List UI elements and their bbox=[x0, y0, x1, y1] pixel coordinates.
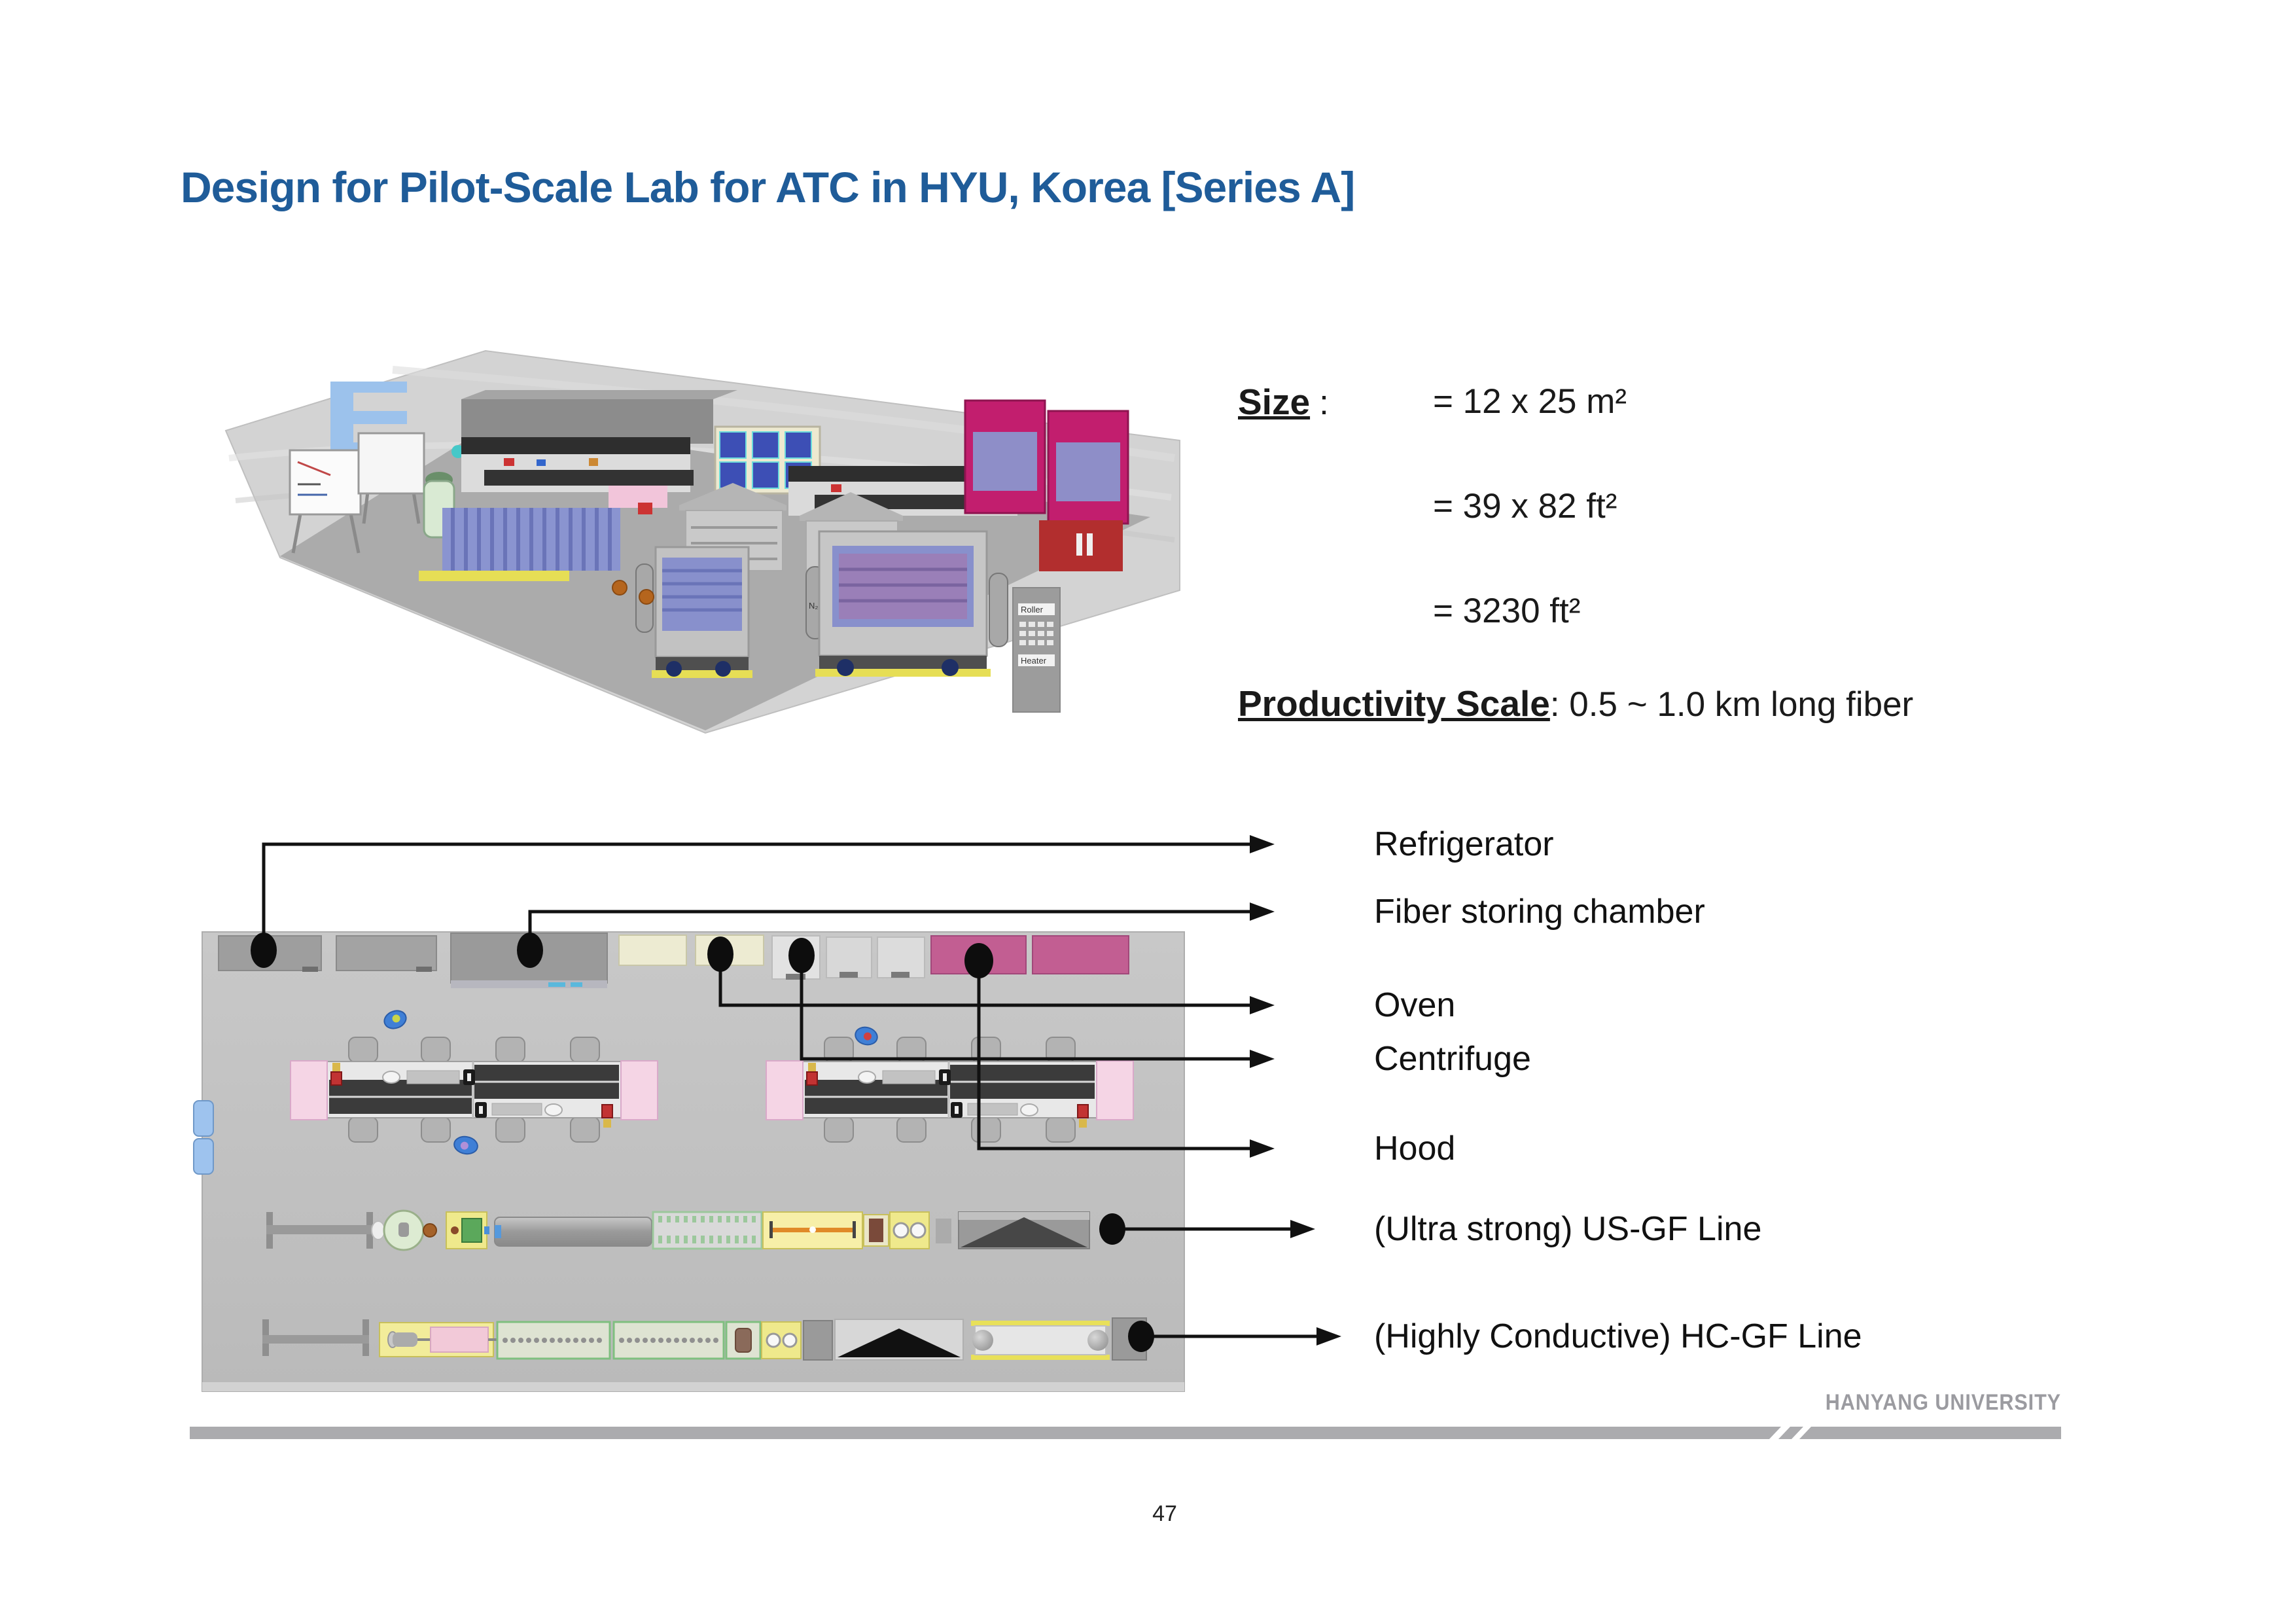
label-hc-gf-line: (Highly Conductive) HC-GF Line bbox=[1374, 1317, 1862, 1355]
size-label bbox=[1238, 382, 1329, 423]
productivity-value: : 0.5 ~ 1.0 km long fiber bbox=[1549, 685, 1914, 724]
floor-plan-edge bbox=[202, 1382, 1184, 1391]
n2-cylinder-label: N₂ bbox=[809, 601, 819, 611]
label-refrigerator: Refrigerator bbox=[1374, 825, 1554, 863]
door-blue bbox=[194, 1101, 213, 1136]
label-us-gf-line: (Ultra strong) US-GF Line bbox=[1374, 1210, 1762, 1248]
productivity-scale bbox=[1238, 683, 1913, 725]
footer-brand: HANYANG UNIVERSITY bbox=[1825, 1390, 2061, 1415]
page-number: 47 bbox=[1152, 1501, 1177, 1526]
size-value-m2: = 12 x 25 m² bbox=[1433, 382, 1627, 421]
roller-machine-right bbox=[806, 531, 1008, 677]
floor-plan bbox=[194, 835, 1341, 1391]
size-value-ft: = 39 x 82 ft² bbox=[1433, 487, 1617, 526]
hc-gf-line bbox=[262, 1318, 1146, 1360]
control-tower bbox=[1013, 588, 1060, 712]
accordion-cabinet bbox=[419, 508, 620, 581]
red-box bbox=[638, 503, 652, 514]
footer-bar bbox=[190, 1427, 2061, 1439]
size-value-ft2: = 3230 ft² bbox=[1433, 592, 1581, 630]
label-oven: Oven bbox=[1374, 986, 1456, 1024]
size-label-text: Size bbox=[1238, 382, 1311, 422]
bench-left bbox=[461, 437, 694, 492]
page-title: Design for Pilot-Scale Lab for ATC in HYU, Korea [Series A] bbox=[181, 163, 1355, 211]
sample-jar bbox=[612, 580, 627, 595]
size-colon: : bbox=[1319, 383, 1329, 422]
productivity-label: Productivity Scale bbox=[1238, 683, 1550, 724]
us-gf-line bbox=[266, 1211, 1089, 1250]
callout-arrowheads bbox=[1250, 835, 1341, 1346]
roller-chip-label: Roller bbox=[1021, 605, 1043, 615]
label-hood: Hood bbox=[1374, 1130, 1456, 1168]
label-centrifuge: Centrifuge bbox=[1374, 1040, 1531, 1078]
label-fiber-storing-chamber: Fiber storing chamber bbox=[1374, 893, 1705, 931]
door-blue bbox=[194, 1139, 213, 1174]
back-cabinet bbox=[461, 399, 713, 444]
heater-chip-label: Heater bbox=[1021, 656, 1047, 666]
cabinet-top bbox=[461, 390, 737, 399]
sample-jar bbox=[639, 590, 654, 604]
lab-3d-render bbox=[226, 351, 1180, 733]
